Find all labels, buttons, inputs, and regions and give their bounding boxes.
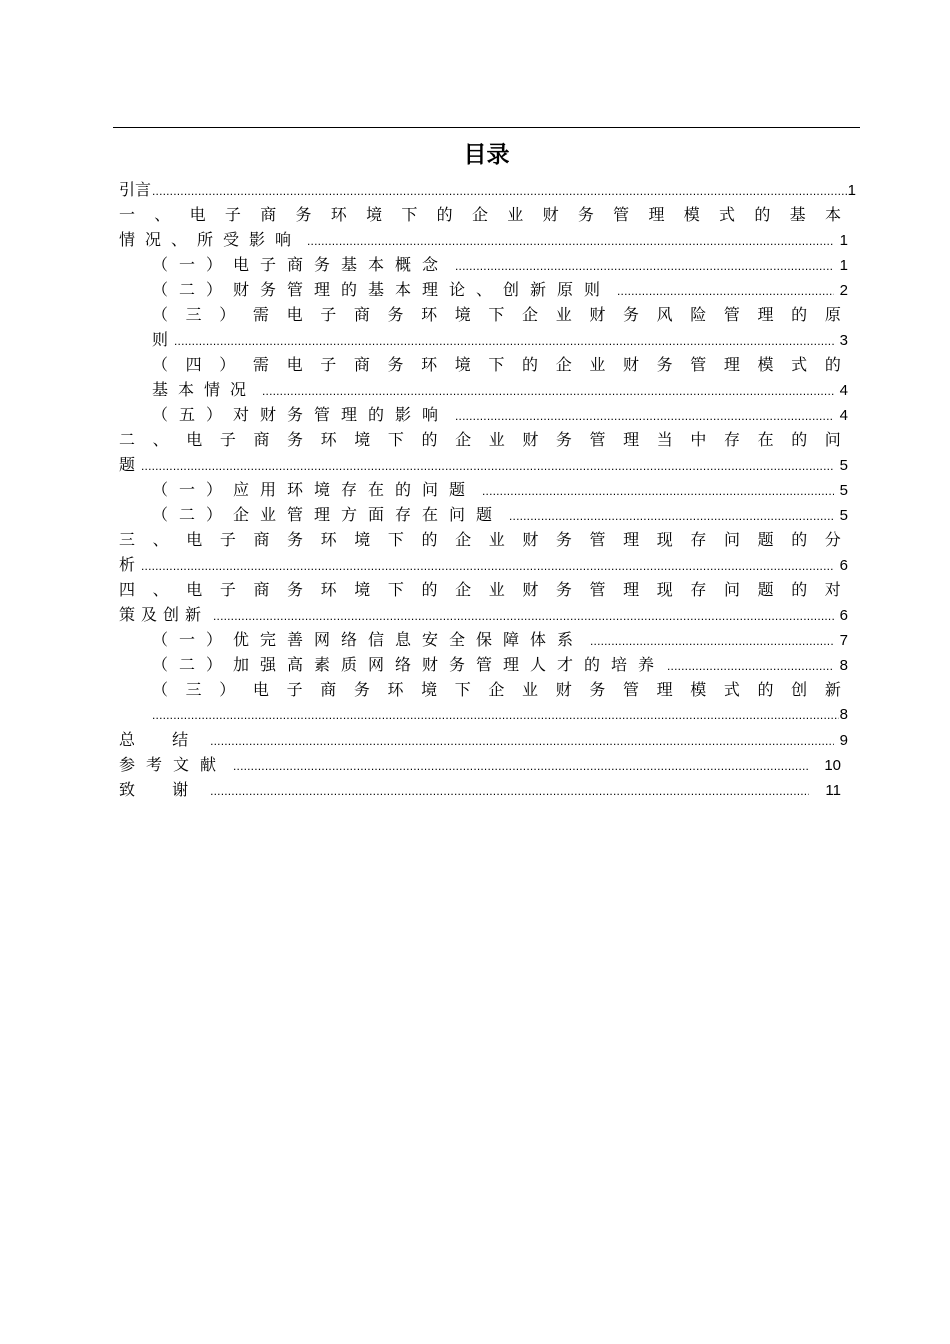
toc-page-number: 6 xyxy=(839,607,848,624)
toc-entry-4-1[interactable] xyxy=(152,627,848,652)
dot-leader xyxy=(667,654,834,679)
toc-page-number: 8 xyxy=(839,706,848,723)
toc-page-number: 4 xyxy=(839,382,848,399)
dot-leader xyxy=(210,779,809,804)
dot-leader xyxy=(141,554,834,579)
toc-entry-text: 基本情况 xyxy=(152,380,257,399)
dot-leader xyxy=(213,604,834,629)
toc-title: 目录 xyxy=(463,142,510,168)
toc-page-number: 8 xyxy=(839,657,848,674)
toc-page-number: 6 xyxy=(839,557,848,574)
toc-entry-text: （二）财务管理的基本理论、创新原则 xyxy=(152,280,612,299)
toc-entry-2-1[interactable] xyxy=(152,477,848,502)
toc-entry-text: （一）应用环境存在的问题 xyxy=(152,480,477,499)
toc-entry-1-5[interactable] xyxy=(152,402,848,427)
toc-entry-acknowledgements[interactable] xyxy=(119,777,841,802)
dot-leader xyxy=(141,454,834,479)
toc-entry-text: 则 xyxy=(152,330,169,349)
toc-entry-text: 题 xyxy=(119,455,136,474)
dot-leader xyxy=(174,329,834,354)
dot-leader xyxy=(152,703,839,728)
toc-entry-1-1[interactable] xyxy=(152,252,848,277)
toc-entry-text: （五）对财务管理的影响 xyxy=(152,405,450,424)
dot-leader xyxy=(509,504,834,529)
dot-leader xyxy=(590,629,834,654)
toc-page-number: 1 xyxy=(847,182,856,199)
toc-entry-2-2[interactable] xyxy=(152,502,848,527)
toc-page-number: 5 xyxy=(839,482,848,499)
dot-leader xyxy=(455,254,834,279)
toc-page-number: 5 xyxy=(839,507,848,524)
toc-entry-4-2[interactable] xyxy=(152,652,848,677)
toc-entry-text: （一）优完善网络信息安全保障体系 xyxy=(152,630,585,649)
header-rule xyxy=(113,127,860,128)
toc-entry-4[interactable] xyxy=(119,602,848,627)
toc-entry-3[interactable] xyxy=(119,552,848,577)
dot-leader xyxy=(617,279,834,304)
toc-entry-text: 引言 xyxy=(119,180,152,199)
toc-entry-1-2[interactable] xyxy=(152,277,848,302)
toc-page-number: 7 xyxy=(839,632,848,649)
toc-entry-1-4-line1[interactable]: （ 四 ） 需 电 子 商 务 环 境 下 的 企 业 财 务 管 理 模 式 的 xyxy=(152,355,841,374)
toc-page-number: 9 xyxy=(839,732,848,749)
toc-entry-text: （一）电子商务基本概念 xyxy=(152,255,450,274)
toc-entry-3-line1[interactable]: 三 、 电 子 商 务 环 境 下 的 企 业 财 务 管 理 现 存 问 题 的 分 xyxy=(119,530,841,549)
toc-page-number: 1 xyxy=(839,257,848,274)
dot-leader xyxy=(307,229,834,254)
toc-entry-text: 析 xyxy=(119,555,136,574)
toc-entry-4-3-line1[interactable]: （ 三 ） 电 子 商 务 环 境 下 企 业 财 务 管 理 模 式 的 创 新 xyxy=(152,680,841,699)
toc-entry-1-line1[interactable]: 一 、 电 子 商 务 环 境 下 的 企 业 财 务 管 理 模 式 的 基 本 xyxy=(119,205,841,224)
dot-leader xyxy=(455,404,834,429)
toc-entry-text: （二）加强高素质网络财务管理人才的培养 xyxy=(152,655,666,674)
toc-entry-text: 总 结 xyxy=(119,730,205,749)
toc-entry-references[interactable] xyxy=(119,752,841,777)
toc-page-number: 10 xyxy=(824,757,841,774)
toc-entry-2-line1[interactable]: 二 、 电 子 商 务 环 境 下 的 企 业 财 务 管 理 当 中 存 在 的 问 xyxy=(119,430,841,449)
toc-page-number: 2 xyxy=(839,282,848,299)
toc-page-number: 1 xyxy=(839,232,848,249)
toc-entry-4-3[interactable] xyxy=(152,702,848,727)
toc-entry-text: 情况、所受影响 xyxy=(119,230,302,249)
toc-entry-1-3[interactable] xyxy=(152,327,848,352)
toc-entry-text: 致 谢 xyxy=(119,780,205,799)
dot-leader xyxy=(233,754,808,779)
toc-entry-intro[interactable] xyxy=(119,177,856,202)
toc-page-number: 5 xyxy=(839,457,848,474)
toc-entry-summary[interactable] xyxy=(119,727,848,752)
toc-page-number: 11 xyxy=(825,782,841,799)
toc-page-number: 3 xyxy=(839,332,848,349)
toc-entry-1[interactable] xyxy=(119,227,848,252)
toc-entry-text: （二）企业管理方面存在问题 xyxy=(152,505,504,524)
toc-entry-1-3-line1[interactable]: （ 三 ） 需 电 子 商 务 环 境 下 企 业 财 务 风 险 管 理 的 原 xyxy=(152,305,841,324)
dot-leader xyxy=(482,479,834,504)
toc-entry-text: 参考文献 xyxy=(119,755,228,774)
toc-entry-1-4[interactable] xyxy=(152,377,848,402)
dot-leader xyxy=(152,179,847,204)
dot-leader xyxy=(210,729,834,754)
dot-leader xyxy=(262,379,834,404)
toc-entry-2[interactable] xyxy=(119,452,848,477)
toc-entry-4-line1[interactable]: 四 、 电 子 商 务 环 境 下 的 企 业 财 务 管 理 现 存 问 题 的 对 xyxy=(119,580,841,599)
toc-page-number: 4 xyxy=(839,407,848,424)
toc-entry-text: 策及创新 xyxy=(119,605,208,624)
